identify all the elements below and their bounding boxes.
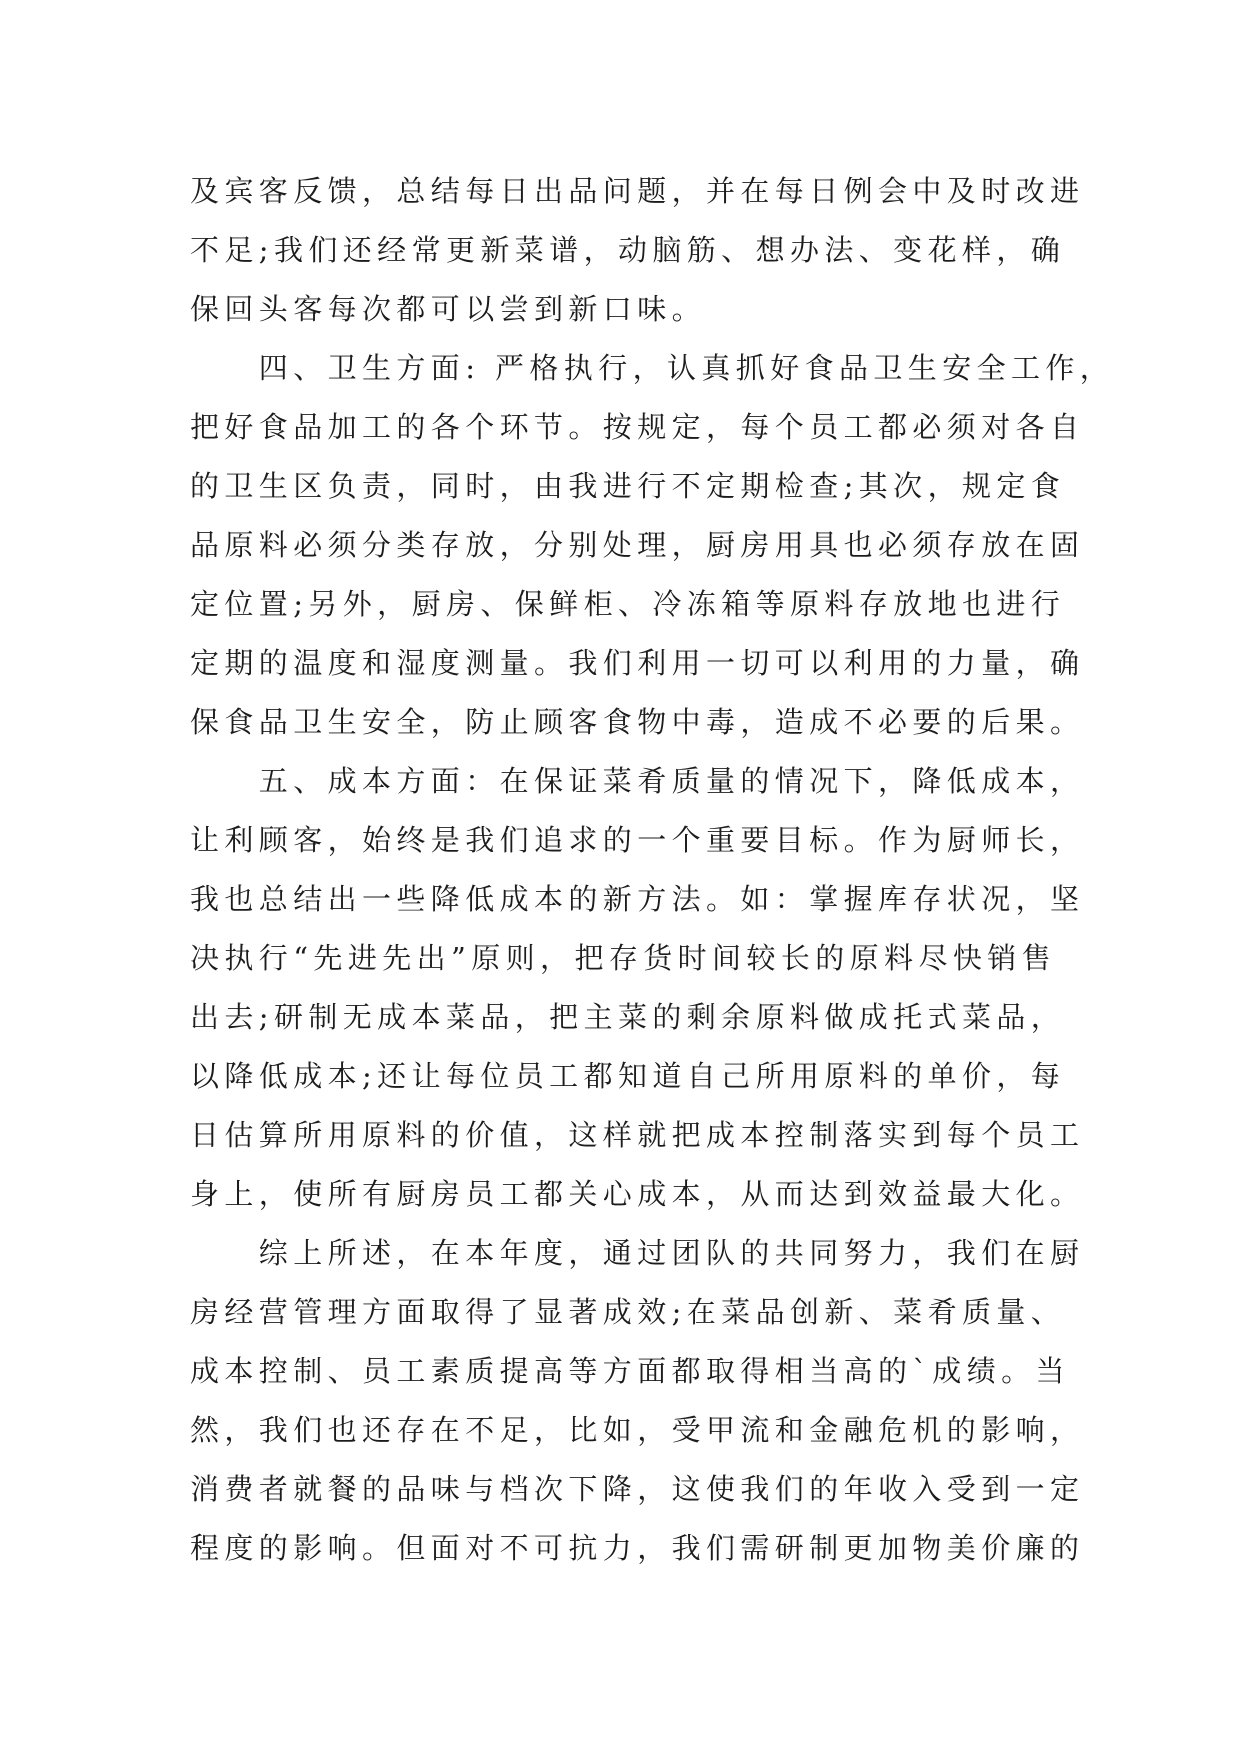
text-line: 定位置;另外，厨房、保鲜柜、冷冻箱等原料存放地也进行 [190,587,1066,621]
text-line: 品原料必须分类存放，分别处理，厨房用具也必须存放在固 [190,528,1085,562]
text-line: 然，我们也还存在不足，比如，受甲流和金融危机的影响， [190,1413,1085,1447]
text-line: 以降低成本;还让每位员工都知道自己所用原料的单价，每 [190,1059,1066,1093]
text-line: 的卫生区负责，同时，由我进行不定期检查;其次，规定食 [190,469,1066,503]
text-line: 不足;我们还经常更新菜谱，动脑筋、想办法、变花样，确 [190,233,1066,267]
text-line: 保回头客每次都可以尝到新口味。 [190,292,707,326]
text-line: 消费者就餐的品味与档次下降，这使我们的年收入受到一定 [190,1472,1085,1506]
text-line: 决执行“先进先出”原则，把存货时间较长的原料尽快销售 [190,941,1057,975]
text-line: 房经营管理方面取得了显著成效;在菜品创新、菜肴质量、 [190,1295,1066,1329]
text-line: 把好食品加工的各个环节。按规定，每个员工都必须对各自 [190,410,1085,444]
text-line: 及宾客反馈，总结每日出品问题，并在每日例会中及时改进 [190,174,1085,208]
text-line: 让利顾客，始终是我们追求的一个重要目标。作为厨师长， [190,823,1085,857]
text-line: 出去;研制无成本菜品，把主菜的剩余原料做成托式菜品， [190,1000,1066,1034]
text-line: 我也总结出一些降低成本的新方法。如：掌握库存状况，坚 [190,882,1085,916]
section-heading-line: 四、卫生方面: 严格执行，认真抓好食品卫生安全工作， [190,351,1115,385]
section-heading-line: 五、成本方面：在保证菜肴质量的情况下，降低成本， [190,764,1085,798]
body-text [190,162,1115,1578]
text-line: 保食品卫生安全，防止顾客食物中毒，造成不必要的后果。 [190,705,1085,739]
text-line: 日估算所用原料的价值，这样就把成本控制落实到每个员工 [190,1118,1085,1152]
text-line: 程度的影响。但面对不可抗力，我们需研制更加物美价廉的 [190,1531,1085,1565]
text-line: 成本控制、员工素质提高等方面都取得相当高的`成绩。当 [190,1354,1070,1388]
text-line: 定期的温度和湿度测量。我们利用一切可以利用的力量，确 [190,646,1085,680]
text-line: 身上，使所有厨房员工都关心成本，从而达到效益最大化。 [190,1177,1085,1211]
summary-paragraph-line: 综上所述，在本年度，通过团队的共同努力，我们在厨 [190,1236,1085,1270]
